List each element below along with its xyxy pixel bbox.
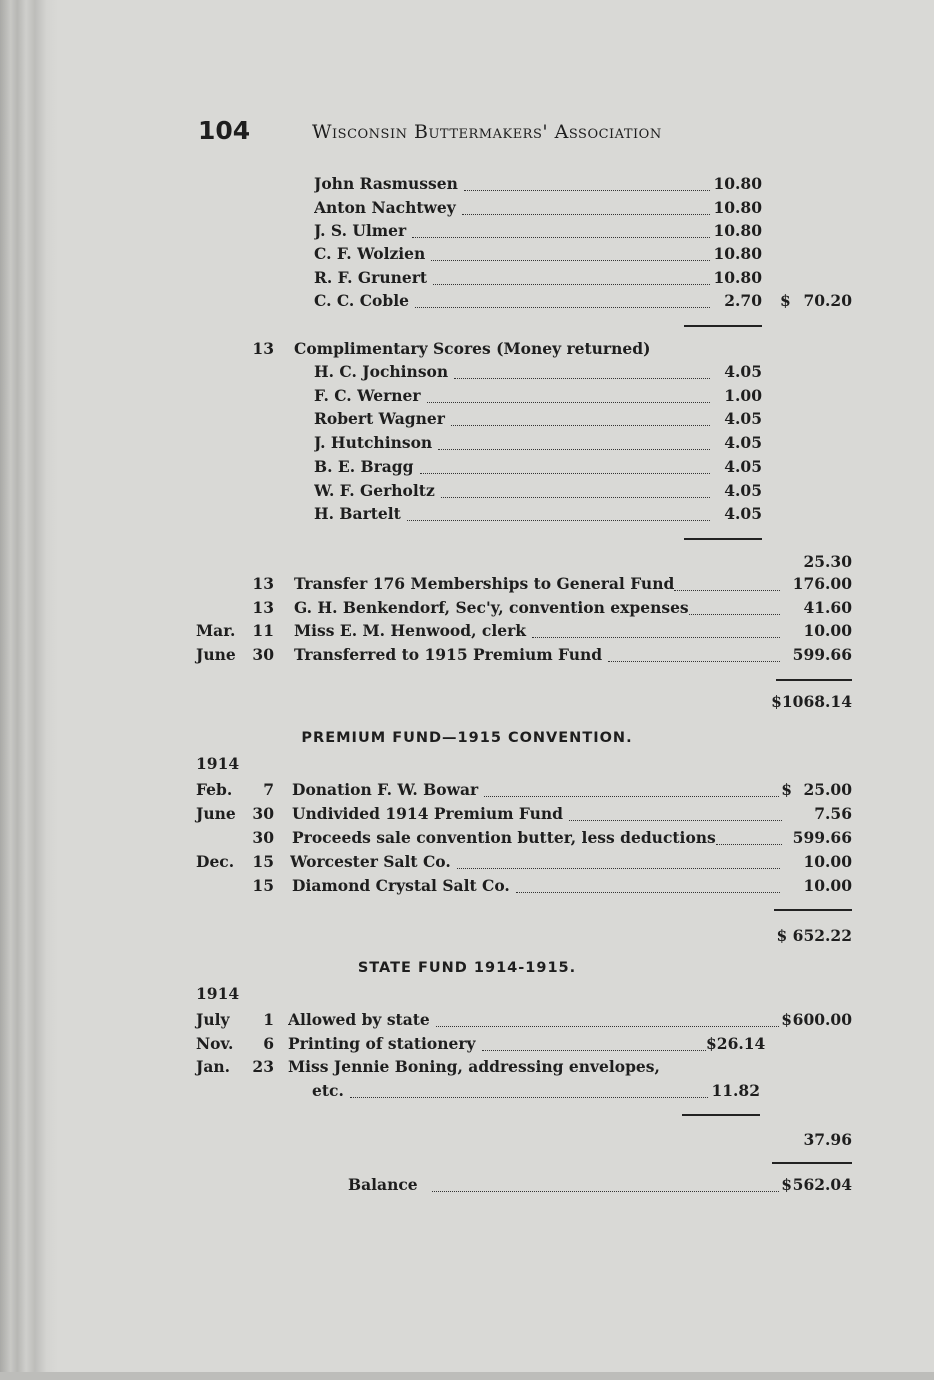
entry-month: Jan.: [196, 1057, 231, 1076]
total-rule: [776, 679, 852, 681]
balance-label: Balance: [348, 1175, 418, 1194]
dot-leader: [436, 1026, 779, 1027]
grand-total-row: [0, 690, 934, 714]
dot-leader: [516, 892, 780, 893]
entry-description: Diamond Crystal Salt Co.: [292, 876, 510, 895]
list-item: [0, 778, 934, 802]
entry-day: 30: [252, 828, 274, 847]
entry-description: Printing of stationery: [288, 1034, 476, 1053]
state-fund-year: 1914: [196, 984, 240, 1003]
dot-leader: [407, 520, 710, 521]
dot-leader: [689, 614, 780, 615]
entry-amount: 4.05: [724, 504, 762, 523]
entry-month: Mar.: [196, 621, 236, 640]
list-item: [0, 431, 934, 455]
list-item-continued: [0, 1079, 934, 1103]
entry-day: 1: [263, 1010, 274, 1029]
block2-total: 25.30: [803, 552, 852, 571]
complimentary-heading: Complimentary Scores (Money returned): [294, 339, 651, 358]
entry-name: Robert Wagner: [314, 409, 445, 428]
total-rule: [772, 1162, 852, 1164]
entry-name: R. F. Grunert: [314, 268, 428, 287]
entry-day: 13: [252, 339, 274, 358]
dot-leader: [420, 473, 711, 474]
entry-day: 13: [252, 598, 274, 617]
entry-amount: 4.05: [724, 362, 762, 381]
list-item: [0, 172, 934, 196]
total-dollar-sign: $: [780, 291, 791, 310]
list-item: [0, 266, 934, 290]
entry-amount: 2.70: [724, 291, 762, 310]
entry-amount: 176.00: [792, 574, 852, 593]
dot-leader: [457, 868, 780, 869]
list-item: [0, 596, 934, 620]
entry-day: 11: [252, 621, 274, 640]
page-bottom-edge: [0, 1372, 934, 1380]
subtotal-rule: [684, 538, 762, 540]
list-item: [0, 407, 934, 431]
entry-description: Allowed by state: [288, 1010, 430, 1029]
entry-amount: 11.82: [711, 1081, 760, 1100]
entry-description: Proceeds sale convention butter, less deductions: [292, 828, 716, 847]
entry-amount: 25.00: [803, 780, 852, 799]
entry-description: Transfer 176 Memberships to General Fund: [294, 574, 675, 593]
entry-day: 23: [252, 1057, 274, 1076]
entry-amount: 4.05: [724, 433, 762, 452]
entry-month: July: [196, 1010, 230, 1029]
entry-description: Undivided 1914 Premium Fund: [292, 804, 564, 823]
entry-day: 6: [263, 1034, 274, 1053]
entry-amount: 4.05: [724, 457, 762, 476]
list-item: [0, 196, 934, 220]
entry-name: H. Bartelt: [314, 504, 401, 523]
entry-day: 15: [252, 852, 274, 871]
entry-description-continued: etc.: [312, 1081, 344, 1100]
dot-leader: [674, 590, 780, 591]
running-title: Wisconsin Buttermakers' Association: [312, 121, 662, 143]
entry-amount: 599.66: [792, 828, 852, 847]
balance-dollar-sign: $: [781, 1175, 792, 1194]
dot-leader: [433, 284, 710, 285]
entry-amount: 10.80: [713, 174, 762, 193]
entry-name: H. C. Jochinson: [314, 362, 449, 381]
list-item: [0, 874, 934, 898]
entry-amount: 10.00: [803, 621, 852, 640]
entry-month: June: [196, 645, 236, 664]
entry-description: Donation F. W. Bowar: [292, 780, 479, 799]
list-item: [0, 643, 934, 667]
subtotal-rule: [682, 1114, 760, 1116]
list-item: [0, 242, 934, 266]
dot-leader: [432, 1191, 780, 1192]
list-item: [0, 384, 934, 408]
premium-fund-total: $ 652.22: [776, 926, 852, 945]
entry-amount: 10.00: [803, 876, 852, 895]
list-item: [0, 479, 934, 503]
list-item: [0, 572, 934, 596]
entry-name: C. C. Coble: [314, 291, 409, 310]
entry-amount: 10.80: [713, 221, 762, 240]
entry-description: Miss Jennie Boning, addressing envelopes,: [288, 1057, 660, 1076]
entry-dollar-sign: $: [781, 780, 792, 799]
list-item: [0, 455, 934, 479]
entry-month: Nov.: [196, 1034, 234, 1053]
entry-amount: 599.66: [792, 645, 852, 664]
block2-total-row: [0, 550, 934, 574]
list-item: [0, 802, 934, 826]
dot-leader: [431, 260, 710, 261]
page-number: 104: [198, 116, 251, 145]
balance-amount: 562.04: [792, 1175, 852, 1194]
dot-leader: [484, 796, 779, 797]
entry-dollar-sign: $: [781, 1010, 792, 1029]
premium-total-row: [0, 924, 934, 948]
list-item: [0, 850, 934, 874]
list-heading: [0, 337, 934, 361]
entry-amount: 10.80: [713, 244, 762, 263]
entry-amount: 4.05: [724, 409, 762, 428]
dot-leader: [454, 378, 710, 379]
page-header: [198, 116, 798, 150]
list-item: [0, 1055, 934, 1079]
subtotal-rule: [684, 325, 762, 327]
entry-amount: 4.05: [724, 481, 762, 500]
entry-month: Feb.: [196, 780, 233, 799]
block1-total: 70.20: [803, 291, 852, 310]
entry-day: 15: [252, 876, 274, 895]
dot-leader: [412, 237, 710, 238]
state-expense-total-row: [0, 1128, 934, 1152]
entry-description: G. H. Benkendorf, Sec'y, convention expenses: [294, 598, 689, 617]
dot-leader: [569, 820, 782, 821]
entry-amount: 41.60: [803, 598, 852, 617]
entry-amount: 10.80: [713, 198, 762, 217]
dot-leader: [716, 844, 782, 845]
entry-day: 7: [263, 780, 274, 799]
state-expense-total: 37.96: [803, 1130, 852, 1149]
balance-row: [0, 1173, 934, 1197]
entry-name: F. C. Werner: [314, 386, 421, 405]
entry-name: J. S. Ulmer: [314, 221, 407, 240]
entry-name: J. Hutchinson: [314, 433, 433, 452]
entry-amount: 10.00: [803, 852, 852, 871]
entry-name: W. F. Gerholtz: [314, 481, 435, 500]
premium-fund-year: 1914: [196, 754, 240, 773]
premium-fund-title: PREMIUM FUND—1915 CONVENTION.: [301, 730, 633, 746]
dot-leader: [438, 449, 710, 450]
entry-description: Miss E. M. Henwood, clerk: [294, 621, 526, 640]
dot-leader: [462, 214, 710, 215]
entry-name: C. F. Wolzien: [314, 244, 426, 263]
dot-leader: [608, 661, 780, 662]
entry-name: John Rasmussen: [314, 174, 458, 193]
entry-day: 13: [252, 574, 274, 593]
entry-amount: 7.56: [814, 804, 852, 823]
entry-month: June: [196, 804, 236, 823]
entry-month: Dec.: [196, 852, 235, 871]
entry-day: 30: [252, 645, 274, 664]
dot-leader: [482, 1050, 706, 1051]
entry-name: B. E. Bragg: [314, 457, 414, 476]
list-item: [0, 619, 934, 643]
total-rule: [774, 909, 852, 911]
list-item: [0, 1032, 934, 1056]
dot-leader: [464, 190, 710, 191]
entry-amount: 10.80: [713, 268, 762, 287]
entry-amount: 1.00: [724, 386, 762, 405]
entry-name: Anton Nachtwey: [314, 198, 456, 217]
dot-leader: [451, 425, 710, 426]
list-item: [0, 502, 934, 526]
entry-amount: 600.00: [792, 1010, 852, 1029]
state-fund-title: STATE FUND 1914-1915.: [357, 960, 577, 976]
entry-day: 30: [252, 804, 274, 823]
dot-leader: [427, 402, 710, 403]
list-item: [0, 289, 934, 313]
list-item: [0, 1008, 934, 1032]
dot-leader: [415, 307, 710, 308]
list-item: [0, 219, 934, 243]
dot-leader: [350, 1097, 708, 1098]
dot-leader: [441, 497, 710, 498]
list-item: [0, 826, 934, 850]
entry-description: Worcester Salt Co.: [290, 852, 451, 871]
grand-total: $1068.14: [771, 692, 852, 711]
dot-leader: [532, 637, 780, 638]
entry-description: Transferred to 1915 Premium Fund: [294, 645, 603, 664]
list-item: [0, 360, 934, 384]
entry-amount: $26.14: [706, 1034, 766, 1053]
